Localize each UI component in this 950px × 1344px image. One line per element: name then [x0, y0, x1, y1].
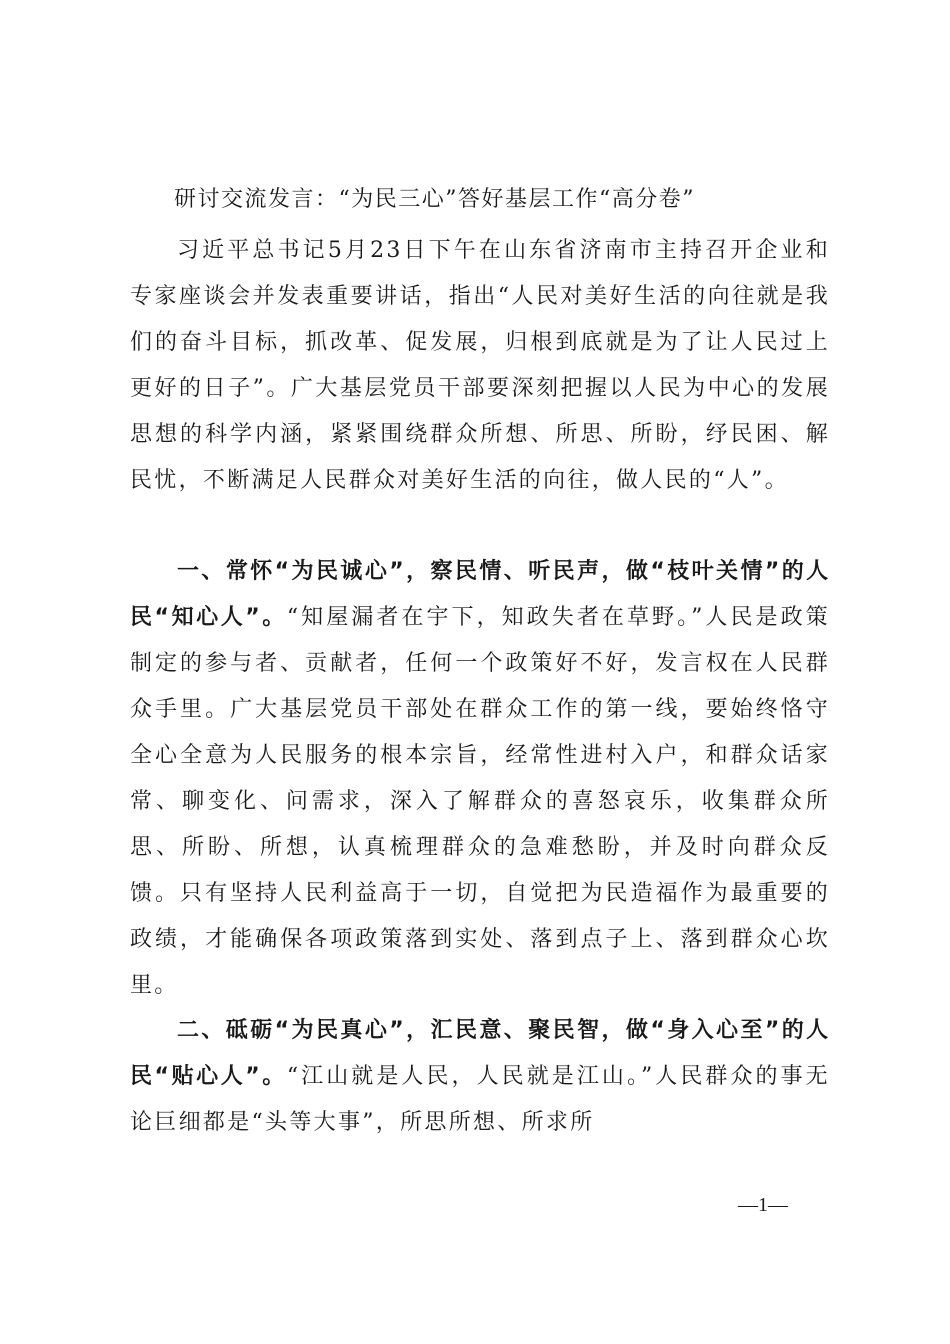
- paragraph-intro-body: 习近平总书记5月23日下午在山东省济南市主持召开企业和专家座谈会并发表重要讲话，指出“人民对美好生活的向往就是我们的奋斗目标，抓改革、促发展，归根到底就是为了让人民过上更好的日子”。广大基层党员干部要深刻把握以人民为中心的发展思想的科学内涵，紧紧围绕群众所想、所思、所盼，纾民困、解民忧，不断满足人民群众对美好生活的向往，做人民的“人”。: [130, 238, 830, 493]
- paragraph-section-two: [130, 1008, 830, 1146]
- section-one-heading: 一、常怀“为民诚心”，察民情、听民声，做“枝叶关情”的人民“知心人”。: [130, 559, 830, 630]
- section-two-heading: 二、砥砺“为民真心”，汇民意、聚民智，做“身入心至”的人民“贴心人”。: [130, 1018, 830, 1089]
- paragraph-intro: [130, 228, 830, 504]
- section-one-body: “知屋漏者在宇下，知政失者在草野。”人民是政策制定的参与者、贡献者，任何一个政策好不好，发言权在人民群众手里。广大基层党员干部处在群众工作的第一线，要始终恪守全心全意为人民服务的根本宗旨，经常性进村入户，和群众话家常、聊变化、问需求，深入了解群众的喜怒哀乐，收集群众所思、所盼、所想，认真梳理群众的急难愁盼，并及时向群众反馈。只有坚持人民利益高于一切，自觉把为民造福作为最重要的政绩，才能确保各项政策落到实处、落到点子上、落到群众心坎里。: [130, 605, 830, 998]
- paragraph-section-one: [130, 549, 830, 1009]
- section-two-body: “江山就是人民，人民就是江山。”人民群众的事无论巨细都是“头等大事”，所思所想、所求所: [130, 1064, 830, 1135]
- page-number: —1—: [738, 1194, 788, 1216]
- document-title: 研讨交流发言：“为民三心”答好基层工作“高分卷”: [174, 187, 695, 212]
